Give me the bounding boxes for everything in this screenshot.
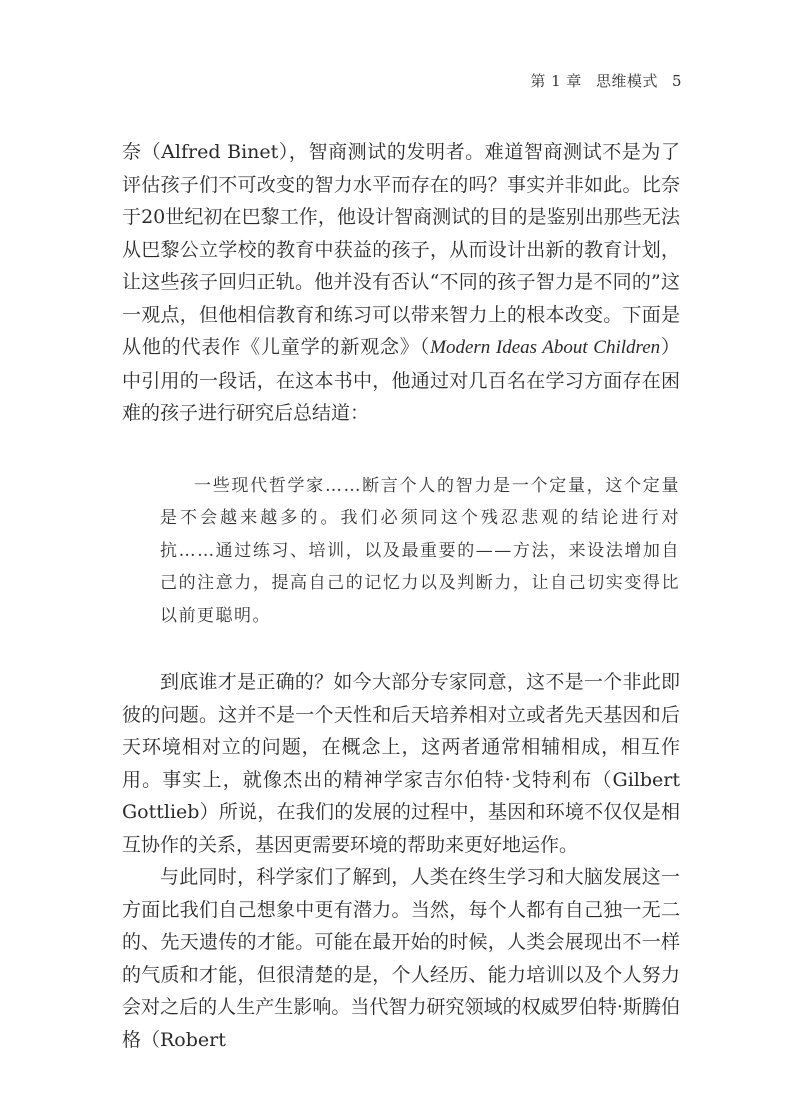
- body-text: [122, 136, 680, 1056]
- running-header: [530, 70, 682, 91]
- paragraph-1-tail: ）中引用的一段话，在这本书中，他通过对几百名在学习方面存在困难的孩子进行研究后总结道：: [122, 336, 680, 424]
- block-quote: 一些现代哲学家……断言个人的智力是一个定量，这个定量是不会越来越多的。我们必须同这个残忍悲观的结论进行对抗……通过练习、培训，以及最重要的——方法，来设法增加自己的注意力，提高自己的记忆力以及判断力，让自己切实变得比以前更聪明。: [160, 475, 680, 626]
- page-number: 5: [671, 72, 682, 90]
- book-title-english: Modern Ideas About Children: [430, 337, 661, 358]
- paragraph-1-text: 奈（Alfred Binet），智商测试的发明者。难道智商测试不是为了评估孩子们不可改变的智力水平而存在的吗？事实并非如此。比奈于20世纪初在巴黎工作，他设计智商测试的目的是鉴别出那些无法从巴黎公立学校的教育中获益的孩子，从而设计出新的教育计划，让这些孩子回归正轨。他并没有否认“不同的孩子智力是不同的”这一观点，但他相信教育和练习可以带来智力上的根本改变。下面是从他的代表作《儿童学的新观念》（: [122, 141, 680, 358]
- paragraph-2: 到底谁才是正确的？如今大部分专家同意，这不是一个非此即彼的问题。这并不是一个天性和后天培养相对立或者先天基因和后天环境相对立的问题，在概念上，这两者通常相辅相成，相互作用。事实上，就像杰出的精神学家吉尔伯特·戈特利布（Gilbert Gottlieb）所说，在我们的发展的过程中，基因和环境不仅仅是相互协作的关系，基因更需要环境的帮助来更好地运作。: [122, 671, 680, 856]
- paragraph-1: [122, 136, 680, 430]
- chapter-label: 第 1 章: [530, 72, 582, 90]
- chapter-title: 思维模式: [595, 72, 658, 90]
- paragraph-3: 与此同时，科学家们了解到，人类在终生学习和大脑发展这一方面比我们自己想象中更有潜力。当然，每个人都有自己独一无二的、先天遗传的才能。可能在最开始的时候，人类会展现出不一样的气质和才能，但很清楚的是，个人经历、能力培训以及个人努力会对之后的人生产生影响。当代智力研究领域的权威罗伯特·斯腾伯格（Robert: [122, 866, 680, 1051]
